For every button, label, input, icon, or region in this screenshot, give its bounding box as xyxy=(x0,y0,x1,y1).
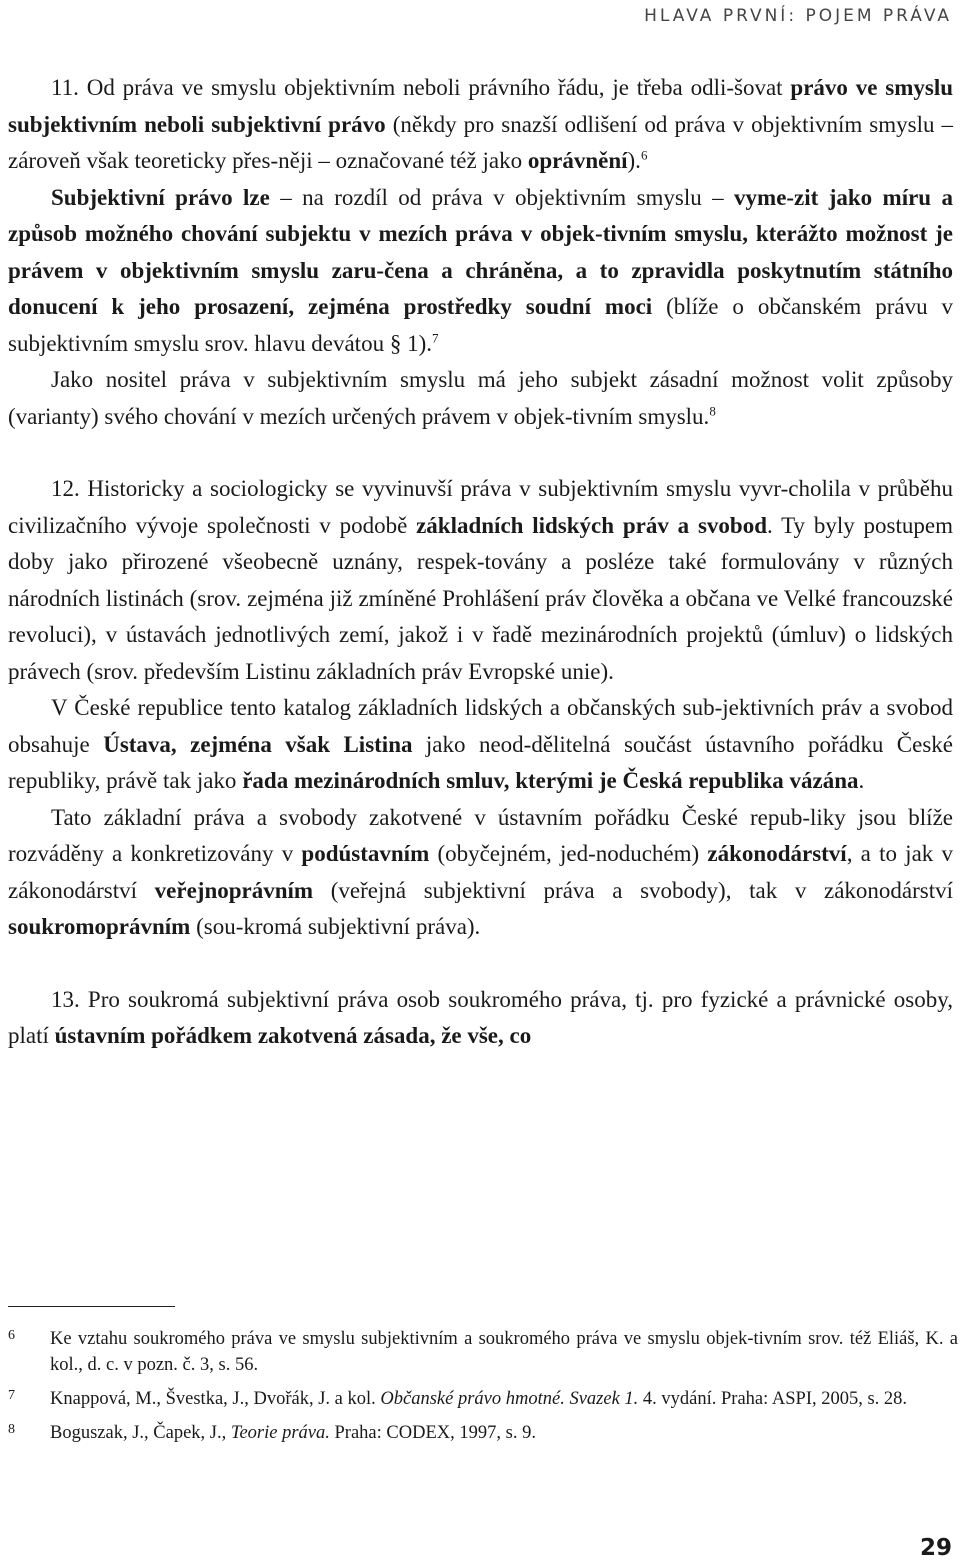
footnote-number: 8 xyxy=(8,1422,15,1437)
footnote-6: 6 Ke vztahu soukromého práva ve smyslu subjektivním a soukromého práva ve smyslu objek-tivním srov. též Eliáš, K. a kol., d. c. v pozn. č. 3, s. 56. xyxy=(8,1326,958,1378)
footnote-number: 7 xyxy=(8,1388,15,1403)
page-number: 29 xyxy=(919,1535,952,1561)
footnote-7: 7 Knappová, M., Švestka, J., Dvořák, J. a kol. Občanské právo hmotné. Svazek 1. 4. vydání. Praha: ASPI, 2005, s. 28. xyxy=(8,1386,958,1412)
footnote-ref-6[interactable]: 6 xyxy=(640,147,648,163)
paragraph-12-czech-republic: V České republice tento katalog základních lidských a občanských sub-jektivních práv a svobod obsahuje Ústava, zejména však Listina jako neod-dělitelná součást ústavního pořádku České republiky, právě tak jako řada mezinárodních smluv, kterými je Česká republika vázána. xyxy=(8,695,953,793)
body-text xyxy=(8,70,953,1055)
running-head: HLAVA PRVNÍ: POJEM PRÁVA xyxy=(644,6,952,26)
footnote-ref-7[interactable]: 7 xyxy=(431,329,439,345)
footnote-divider xyxy=(8,1306,175,1307)
paragraph-11: 11. Od práva ve smyslu objektivním neboli právního řádu, je třeba odli-šovat právo ve smyslu subjektivním neboli subjektivní právo (někdy pro snazší odlišení od práva v objektivním smyslu – zároveň však teoreticky přes-něji – označované též jako oprávnění).$^6$ xyxy=(8,75,953,173)
paragraph-11-subjective-right: Subjektivní právo lze – na rozdíl od práva v objektivním smyslu – vyme-zit jako míru a způsob možného chování subjektu v mezích práva v objek-tivním smyslu, kterážto možnost je právem v objektivním smyslu zaru-čena a chráněna, a to zpravidla poskytnutím státního donucení k jeho prosazení, zejména prostředky soudní moci (blíže o občanském právu v subjektivním smyslu srov. hlavu devátou § 1).$^7$ xyxy=(8,184,953,356)
paragraph-13: 13. Pro soukromá subjektivní práva osob soukromého práva, tj. pro fyzické a právnické osoby, platí ústavním pořádkem zakotvená zásada, že vše, co xyxy=(8,986,953,1048)
footnote-ref-8[interactable]: 8 xyxy=(709,402,716,418)
paragraph-12: 12. Historicky a sociologicky se vyvinuvší práva v subjektivním smyslu vyvr-cholila v průběhu civilizačního vývoje společnosti v podobě základních lidských práv a svobod. Ty byly postupem doby jako přirozené všeobecně uznány, respek-továny a posléze také formulovány v různých národních listinách (srov. zejména již zmíněné Prohlášení práv člověka a občana ve Velké francouzské revoluci), v ústavách jednotlivých zemí, jakož i v řadě mezinárodních projektů (úmluv) o lidských právech (srov. především Listinu základních práv Evropské unie). xyxy=(8,476,953,684)
footnotes xyxy=(8,1326,958,1454)
footnote-8: 8 Boguszak, J., Čapek, J., Teorie práva. Praha: CODEX, 1997, s. 9. xyxy=(8,1420,958,1446)
paragraph-11-holder: Jako nositel práva v subjektivním smyslu má jeho subjekt zásadní možnost volit způsoby (varianty) svého chování v mezích určených právem v objek-tivním smyslu.$^8$ xyxy=(8,367,953,429)
paragraph-12-legislation: Tato základní práva a svobody zakotvené v ústavním pořádku České repub-liky jsou blíže rozváděny a konkretizovány v podústavním (obyčejném, jed-noduchém) zákonodárství, a to jak v zákonodárství veřejnoprávním (veřejná subjektivní práva a svobody), tak v zákonodárství soukromoprávním (sou-kromá subjektivní práva). xyxy=(8,804,954,939)
footnote-number: 6 xyxy=(8,1328,15,1343)
